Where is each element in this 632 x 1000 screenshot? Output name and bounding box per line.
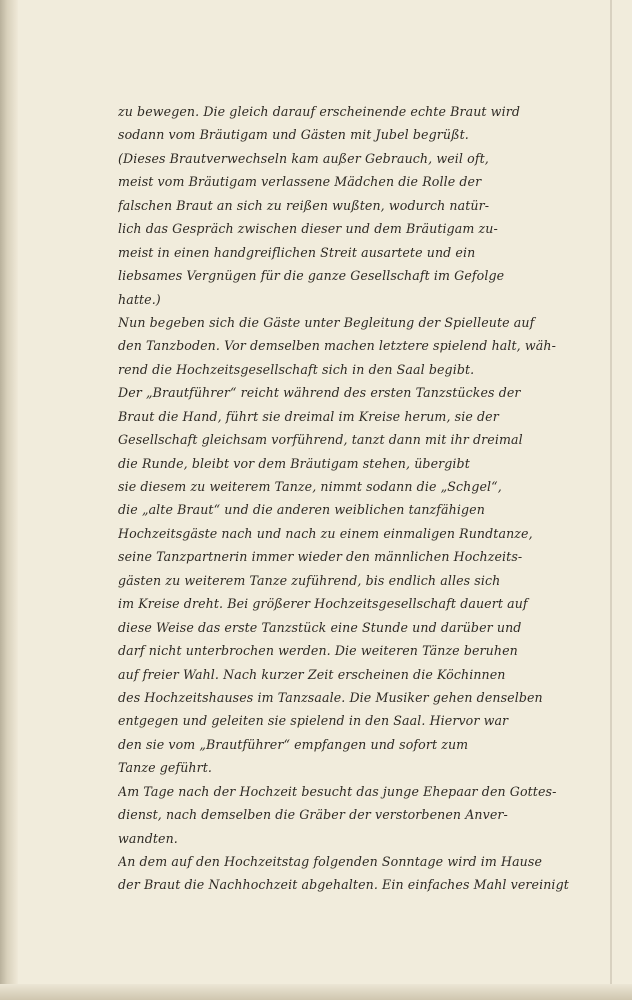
text-line: auf freier Wahl. Nach kurzer Zeit erscheinen die Köchinnen (118, 666, 506, 682)
text-line: Nun begeben sich die Gäste unter Begleitung der Spielleute auf (118, 314, 535, 330)
text-line: des Hochzeitshauses im Tanzsaale. Die Musiker gehen denselben (118, 689, 543, 705)
text-line: Der „Brautführer“ reicht während des ersten Tanzstückes der (118, 385, 521, 401)
text-line: meist in einen handgreiflichen Streit ausartete und ein (118, 244, 476, 260)
text-line: Hochzeitsgäste nach und nach zu einem einmaligen Rundtanze, (118, 525, 533, 541)
text-line: lich das Gespräch zwischen dieser und dem Bräutigam zu- (118, 221, 498, 237)
text-line: die „alte Braut“ und die anderen weiblichen tanzfähigen (118, 502, 485, 518)
text-line: im Kreise dreht. Bei größerer Hochzeitsgesellschaft dauert auf (118, 596, 528, 612)
text-line: den Tanzboden. Vor demselben machen letztere spielend halt, wäh- (118, 338, 556, 354)
text-line: hatte.) (118, 291, 161, 307)
text-line: Tanze geführt. (118, 760, 213, 776)
text-line: wandten. (118, 830, 178, 846)
text-line: liebsames Vergnügen für die ganze Gesellschaft im Gefolge (118, 268, 505, 284)
text-line: sie diesem zu weiterem Tanze, nimmt sodann die „Schgel“, (118, 479, 502, 494)
text-line: entgegen und geleiten sie spielend in den Saal. Hiervor war (118, 713, 509, 729)
text-line: rend die Hochzeitsgesellschaft sich in den Saal begibt. (118, 361, 475, 377)
text-line: darf nicht unterbrochen werden. Die weiteren Tänze beruhen (118, 643, 518, 659)
text-line: Gesellschaft gleichsam vorführend, tanzt dann mit ihr dreimal (118, 432, 523, 448)
manuscript-page (118, 100, 614, 897)
text-line: meist vom Bräutigam verlassene Mädchen die Rolle der (118, 174, 482, 190)
page-bottom-edge (0, 984, 632, 1000)
text-line: zu bewegen. Die gleich darauf erscheinende echte Braut wird (118, 104, 520, 119)
text-line: falschen Braut an sich zu reißen wußten, wodurch natür- (118, 197, 490, 213)
text-line: seine Tanzpartnerin immer wieder den männlichen Hochzeits- (118, 549, 523, 565)
text-line: dienst, nach demselben die Gräber der verstorbenen Anver- (118, 807, 508, 823)
text-line: Am Tage nach der Hochzeit besucht das junge Ehepaar den Gottes- (118, 783, 557, 799)
text-line: gästen zu weiterem Tanze zuführend, bis endlich alles sich (118, 572, 501, 588)
text-line: den sie vom „Brautführer“ empfangen und sofort zum (118, 736, 469, 752)
text-line: diese Weise das erste Tanzstück eine Stunde und darüber und (118, 619, 522, 635)
text-line: Braut die Hand, führt sie dreimal im Kreise herum, sie der (118, 408, 499, 424)
text-line: sodann vom Bräutigam und Gästen mit Jubel begrüßt. (118, 127, 469, 143)
binding-edge (0, 0, 18, 1000)
text-line: (Dieses Brautverwechseln kam außer Gebrauch, weil oft, (118, 150, 489, 166)
text-line: An dem auf den Hochzeitstag folgenden Sonntage wird im Hause (118, 854, 543, 869)
text-line: die Runde, bleibt vor dem Bräutigam stehen, übergibt (118, 455, 470, 471)
text-line: der Braut die Nachhochzeit abgehalten. Ein einfaches Mahl vereinigt (118, 877, 569, 893)
